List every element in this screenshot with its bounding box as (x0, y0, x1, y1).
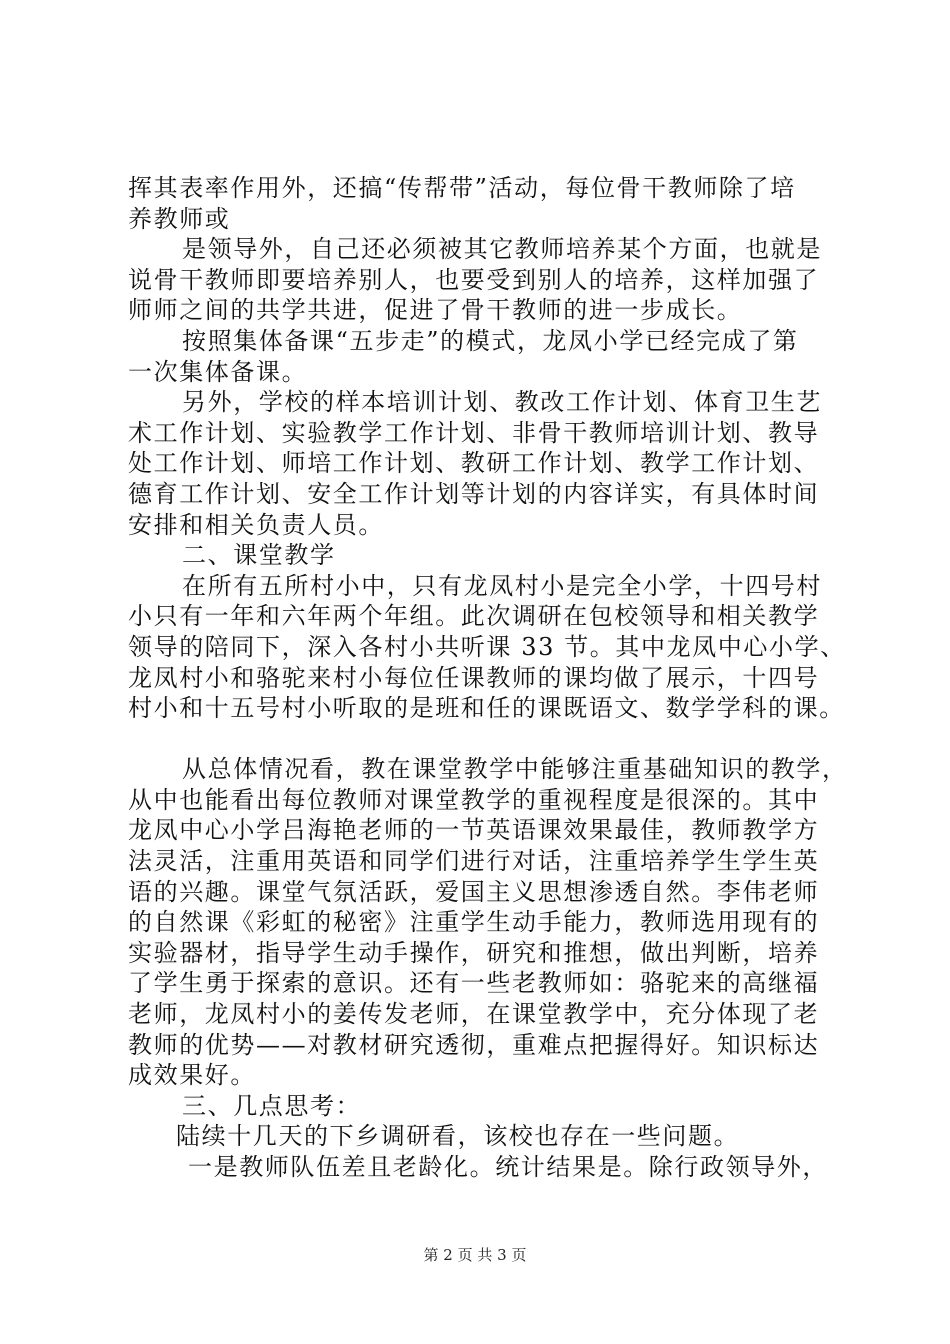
text-line: 实验器材，指导学生动手操作，研究和推想，做出判断，培养 (128, 938, 820, 967)
text-line: 老师，龙凤村小的姜传发老师，在课堂教学中，充分体现了老 (128, 1000, 820, 1029)
text-line: 龙凤中心小学吕海艳老师的一节英语课效果最佳，教师教学方 (128, 816, 820, 845)
text-line: 法灵活，注重用英语和同学们进行对话，注重培养学生学生英 (128, 847, 820, 876)
text-line: 语的兴趣。课堂气氛活跃，爱国主义思想渗透自然。李伟老师 (128, 877, 820, 906)
text-line: 师师之间的共学共进，促进了骨干教师的进一步成长。 (128, 296, 743, 325)
text-line: 挥其表率作用外，还搞“传帮带”活动，每位骨干教师除了培 (128, 174, 796, 202)
text-line: 村小和十五号村小听取的是班和任的课既语文、数学学科的课。 (128, 694, 845, 723)
document-body (128, 173, 848, 1183)
text-line: 小只有一年和六年两个年组。此次调研在包校领导和相关教学 (128, 602, 820, 631)
blank-line (128, 724, 833, 755)
text-line: 处工作计划、师培工作计划、教研工作计划、教学工作计划、 (128, 449, 820, 478)
text-line: 龙凤村小和骆驼来村小每位任课教师的课均做了展示，十四号 (128, 663, 820, 692)
section-heading: 二、课堂教学 (182, 541, 336, 570)
text-line: 术工作计划、实验教学工作计划、非骨干教师培训计划、教导 (128, 418, 820, 447)
text-line: 成效果好。 (128, 1061, 256, 1090)
text-line: 德育工作计划、安全工作计划等计划的内容详实，有具体时间 (128, 479, 820, 508)
text-line: 养教师或 (128, 204, 231, 233)
text-line: 一是教师队伍差且老龄化。统计结果是。除行政领导外， (188, 1153, 828, 1181)
page-number-footer: 第 2 页 共 3 页 (423, 1246, 527, 1264)
text-line: 从中也能看出每位教师对课堂教学的重视程度是很深的。其中 (128, 785, 820, 814)
text-line: 一次集体备课。 (128, 357, 308, 386)
text-line: 是领导外，自己还必须被其它教师培养某个方面，也就是 (182, 235, 822, 264)
text-line: 安排和相关负责人员。 (128, 510, 384, 539)
text-line: 陆续十几天的下乡调研看，该校也存在一些问题。 (176, 1122, 740, 1151)
text-line: 的自然课《彩虹的秘密》注重学生动手能力，教师选用现有的 (128, 908, 820, 937)
text-line: 说骨干教师即要培养别人，也要受到别人的培养，这样加强了 (128, 265, 820, 294)
section-heading: 三、几点思考： (182, 1091, 362, 1120)
text-line: 领导的陪同下，深入各村小共听课 33 节。其中龙凤中心小学、 (128, 632, 846, 661)
text-line: 另外，学校的样本培训计划、教改工作计划、体育卫生艺 (182, 388, 822, 417)
text-line: 了学生勇于探索的意识。还有一些老教师如：骆驼来的高继福 (128, 969, 820, 998)
text-line: 按照集体备课“五步走”的模式，龙凤小学已经完成了第 (182, 326, 799, 355)
text-line: 从总体情况看，教在课堂教学中能够注重基础知识的教学， (182, 755, 848, 784)
text-line: 在所有五所村小中，只有龙凤村小是完全小学，十四号村 (182, 571, 822, 600)
text-line: 教师的优势——对教材研究透彻，重难点把握得好。知识标达 (128, 1030, 820, 1059)
